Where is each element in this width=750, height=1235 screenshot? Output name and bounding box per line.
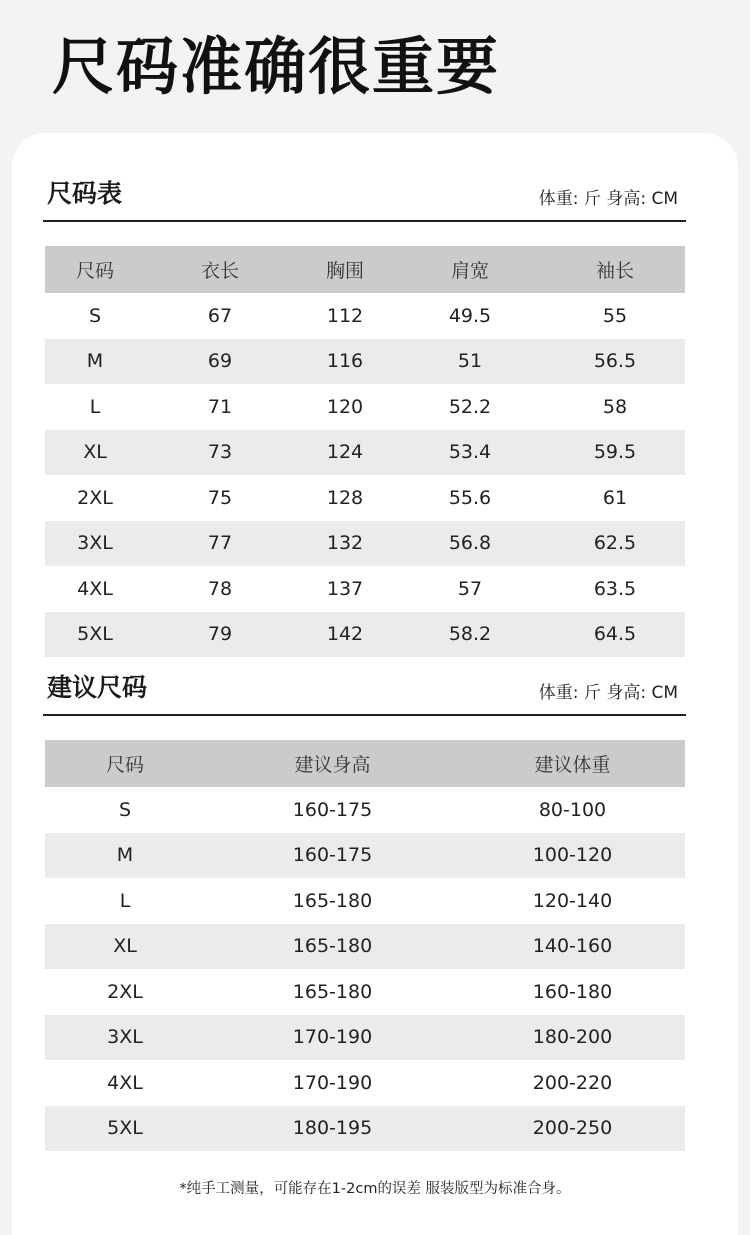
table-cell: 200-220: [532, 1071, 613, 1094]
table-cell: 78: [207, 577, 233, 600]
table-cell: 61: [602, 486, 628, 509]
table-cell: 180-195: [205, 1106, 460, 1152]
table-cell: 165-180: [292, 889, 373, 912]
table-cell: 55: [602, 304, 628, 327]
table-cell: L: [89, 395, 101, 418]
table-cell: S: [118, 798, 132, 821]
table-cell: 2XL: [77, 486, 113, 509]
table-row: [45, 293, 685, 339]
table-cell: XL: [45, 924, 205, 970]
table-cell: 52.2: [448, 395, 492, 418]
table-row: [45, 1015, 685, 1061]
table-row: [45, 521, 685, 567]
recommend-unit: 体重: 斤 身高: CM: [538, 683, 678, 703]
column-header: 建议体重: [460, 740, 685, 787]
table-cell: 51: [395, 339, 545, 385]
table-cell: 55.6: [448, 486, 492, 509]
table-cell: 2XL: [107, 980, 143, 1003]
recommend-table: [45, 740, 685, 1151]
table-row: [45, 475, 685, 521]
table-header-row: [45, 246, 685, 293]
table-cell: 100-120: [460, 833, 685, 879]
size-chart-unit: 体重: 斤 身高: CM: [538, 189, 678, 209]
table-cell: 180-200: [460, 1015, 685, 1061]
table-cell: 4XL: [77, 577, 113, 600]
column-header: 胸围: [295, 246, 395, 293]
table-row: [45, 612, 685, 658]
table-row: [45, 878, 685, 924]
table-cell: 75: [207, 486, 233, 509]
table-cell: 132: [295, 521, 395, 567]
table-row: [45, 430, 685, 476]
recommend-header: [43, 664, 686, 716]
table-row: [45, 969, 685, 1015]
table-cell: 170-190: [205, 1015, 460, 1061]
column-header: 尺码: [45, 740, 205, 787]
table-cell: L: [119, 889, 131, 912]
table-cell: 128: [326, 486, 364, 509]
table-cell: 67: [207, 304, 233, 327]
table-cell: 57: [457, 577, 483, 600]
size-chart-section: [43, 170, 686, 657]
table-cell: 79: [145, 612, 295, 658]
table-cell: 56.5: [545, 339, 685, 385]
table-cell: 124: [295, 430, 395, 476]
table-cell: 62.5: [545, 521, 685, 567]
table-cell: 58: [602, 395, 628, 418]
table-cell: 69: [145, 339, 295, 385]
table-cell: 170-190: [292, 1071, 373, 1094]
footnote: *纯手工测量，可能存在1-2cm的误差 服装版型为标准合身。: [179, 1181, 571, 1197]
table-cell: 56.8: [395, 521, 545, 567]
table-row: [45, 566, 685, 612]
table-row: [45, 384, 685, 430]
table-cell: 77: [145, 521, 295, 567]
table-cell: 142: [295, 612, 395, 658]
table-cell: 160-180: [532, 980, 613, 1003]
table-cell: 137: [326, 577, 364, 600]
table-cell: 64.5: [545, 612, 685, 658]
table-cell: 58.2: [395, 612, 545, 658]
column-header: 衣长: [145, 246, 295, 293]
table-row: [45, 787, 685, 833]
table-cell: 120-140: [532, 889, 613, 912]
table-cell: 165-180: [292, 980, 373, 1003]
table-cell: 200-250: [460, 1106, 685, 1152]
table-cell: 80-100: [538, 798, 607, 821]
table-cell: 5XL: [45, 1106, 205, 1152]
column-header: 尺码: [45, 246, 145, 293]
column-header: 袖长: [545, 246, 685, 293]
table-cell: 53.4: [395, 430, 545, 476]
table-cell: S: [88, 304, 102, 327]
table-cell: 112: [326, 304, 364, 327]
table-cell: 3XL: [45, 521, 145, 567]
table-cell: 160-175: [292, 798, 373, 821]
table-cell: 116: [295, 339, 395, 385]
table-cell: 140-160: [460, 924, 685, 970]
table-row: [45, 1060, 685, 1106]
column-header: 建议身高: [205, 740, 460, 787]
table-cell: 5XL: [45, 612, 145, 658]
recommend-title: 建议尺码: [47, 673, 148, 702]
table-cell: 63.5: [593, 577, 637, 600]
recommend-section: [43, 664, 686, 1151]
table-cell: XL: [45, 430, 145, 476]
size-chart-header: [43, 170, 686, 222]
table-row: [45, 339, 685, 385]
page-title: 尺码准确很重要: [52, 30, 501, 103]
size-chart-title: 尺码表: [47, 179, 123, 208]
table-cell: 3XL: [45, 1015, 205, 1061]
table-cell: 120: [326, 395, 364, 418]
table-row: [45, 833, 685, 879]
table-cell: M: [45, 339, 145, 385]
table-row: [45, 1106, 685, 1152]
table-cell: 71: [207, 395, 233, 418]
table-cell: 73: [145, 430, 295, 476]
table-cell: M: [45, 833, 205, 879]
column-header: 肩宽: [395, 246, 545, 293]
table-cell: 59.5: [545, 430, 685, 476]
table-cell: 160-175: [205, 833, 460, 879]
table-cell: 165-180: [205, 924, 460, 970]
table-cell: 49.5: [448, 304, 492, 327]
table-header-row: [45, 740, 685, 787]
table-cell: 4XL: [107, 1071, 143, 1094]
size-chart-table: [45, 246, 685, 657]
table-row: [45, 924, 685, 970]
